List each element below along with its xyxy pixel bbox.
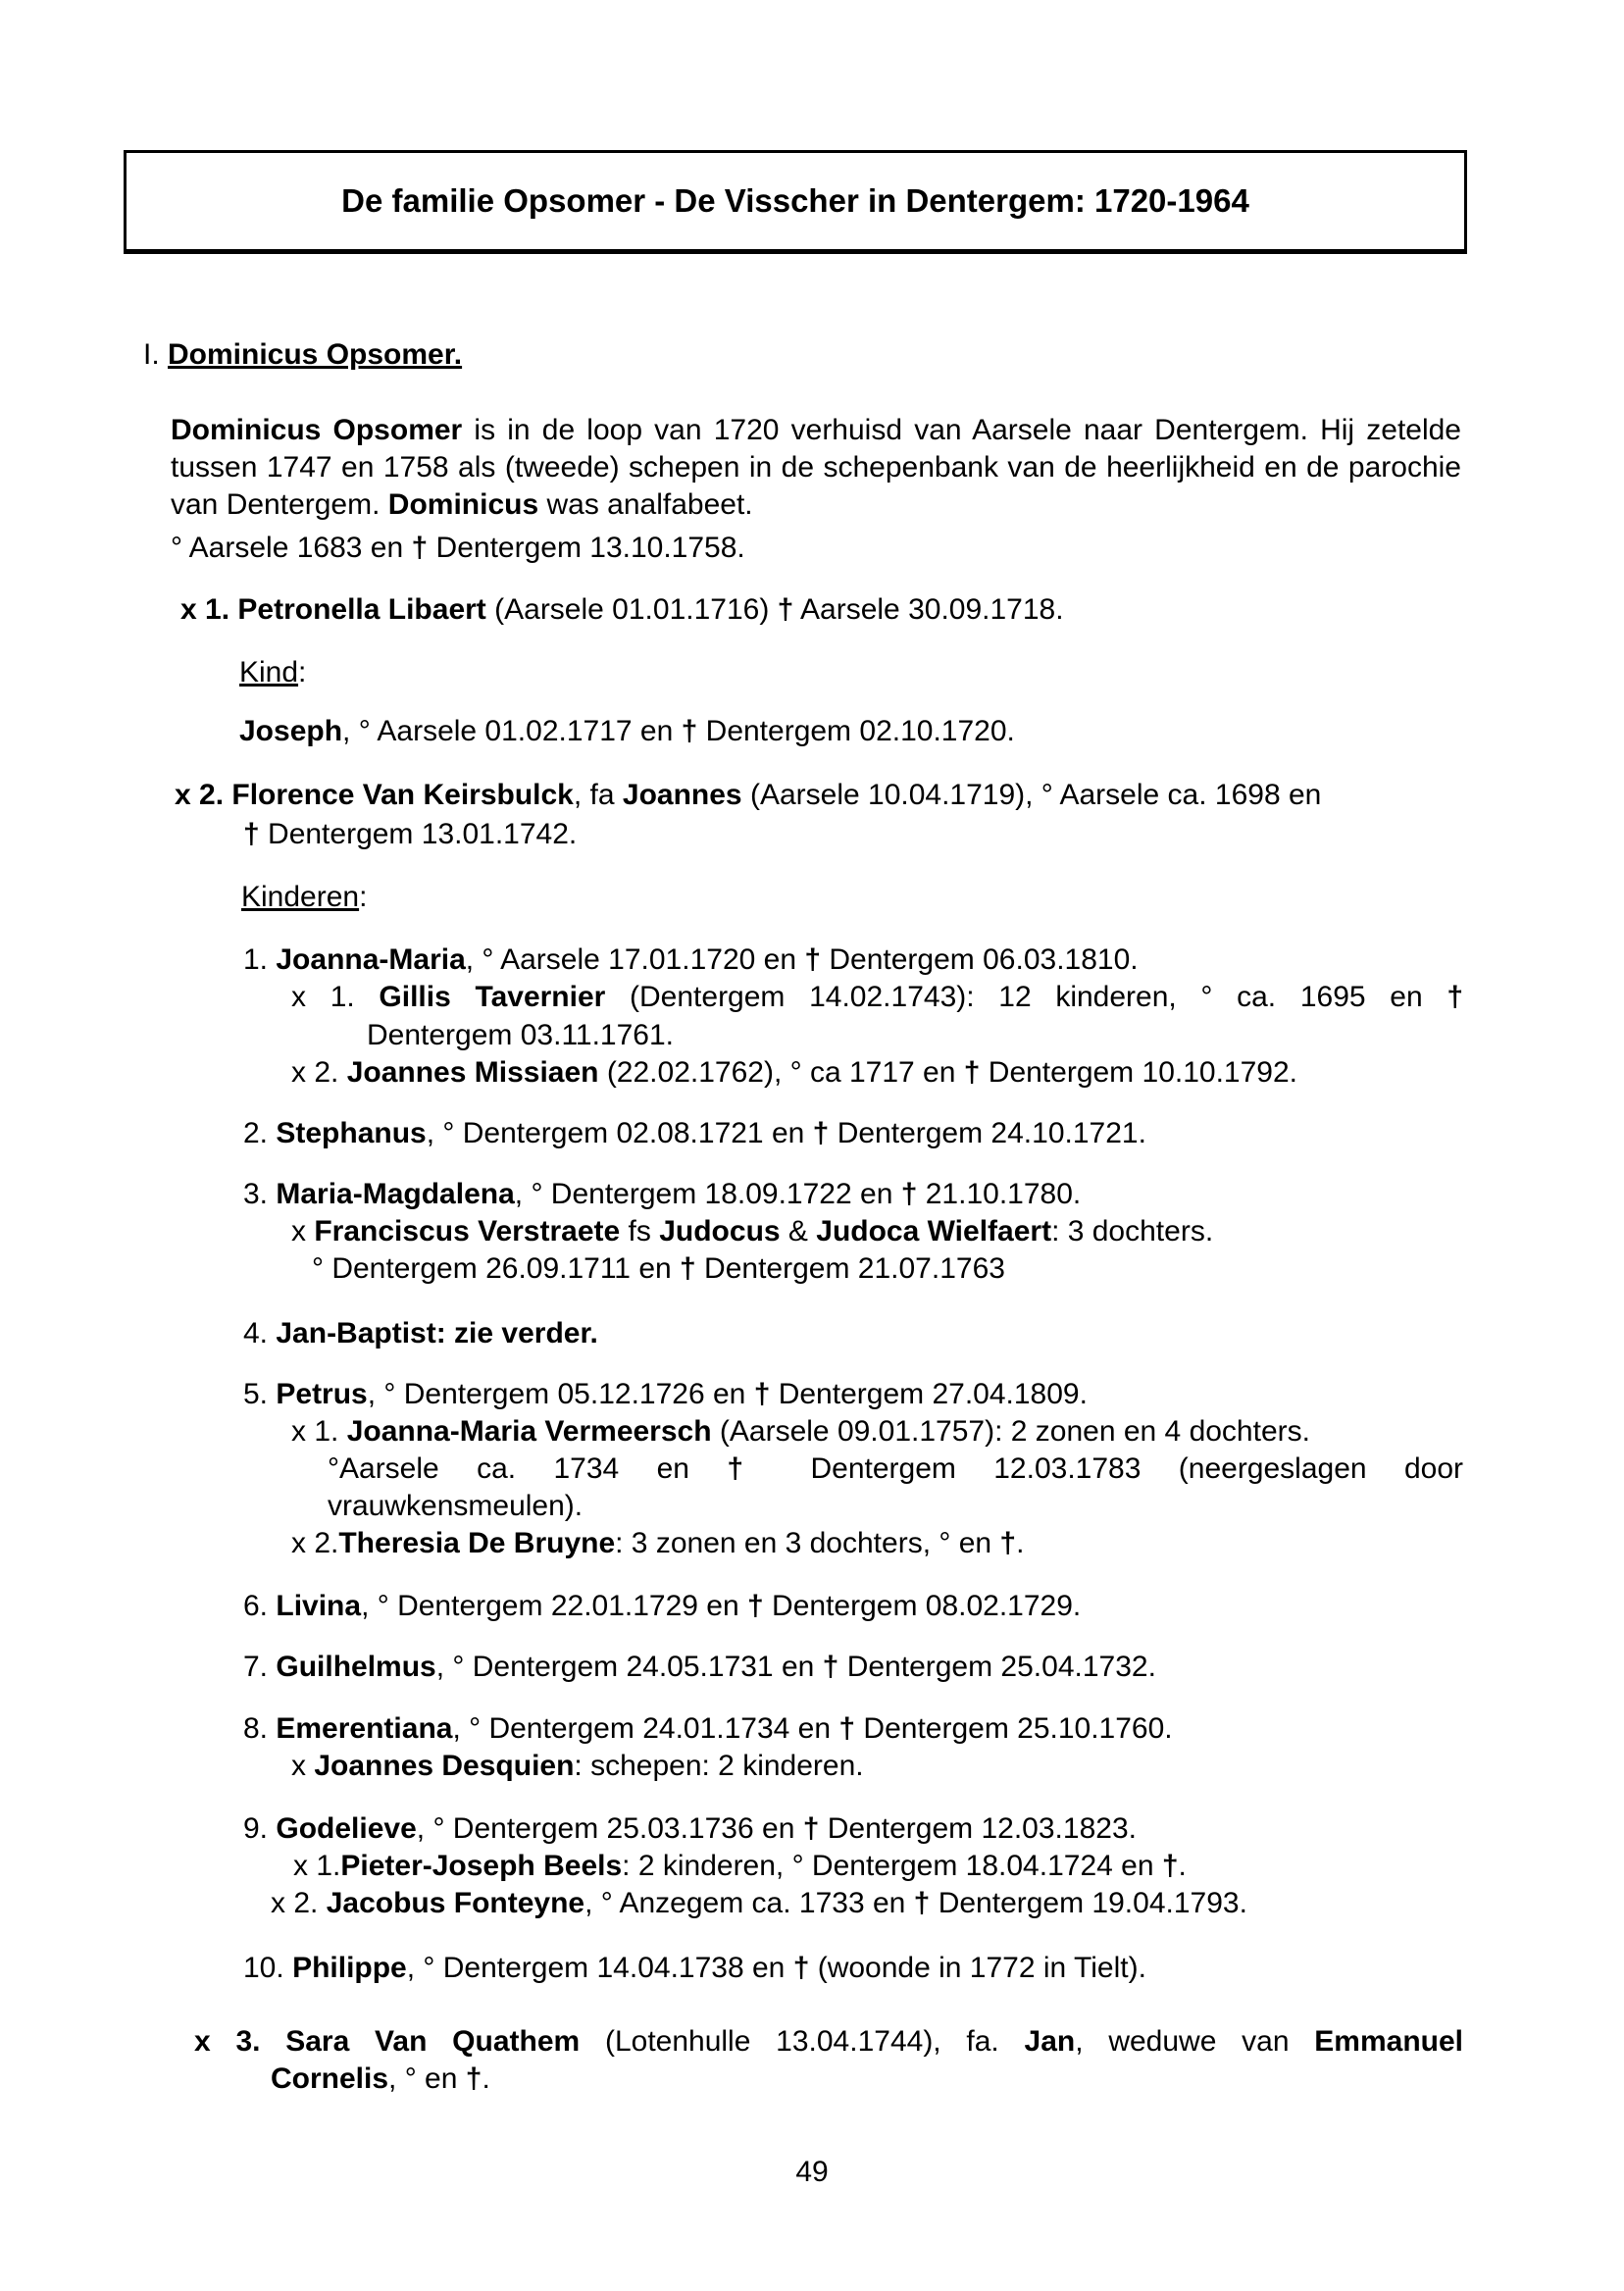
- marriage-2-line-2: [243, 816, 577, 853]
- spouse-text: : 3 zonen en 3 dochters, ° en: [615, 1527, 1000, 1559]
- spouse-fs: fs: [620, 1215, 660, 1247]
- child-birth: , ° Dentergem 05.12.1726 en: [367, 1378, 754, 1410]
- spouse-name: Joanna-Maria Vermeersch: [346, 1415, 712, 1448]
- death-cross-icon: †: [804, 943, 822, 976]
- child-birth: , ° Dentergem 24.01.1734 en: [452, 1712, 839, 1745]
- child-birth: , ° Dentergem 18.09.1722 en: [514, 1178, 901, 1210]
- death-cross-icon: †: [411, 532, 429, 564]
- child-5-spouse-1-line-3: [328, 1488, 583, 1525]
- child-5-spouse-1: [291, 1413, 1310, 1451]
- child-death: Dentergem 08.02.1729.: [763, 1590, 1082, 1622]
- child-death: 21.10.1780.: [917, 1178, 1082, 1210]
- spouse-text: : 2 kinderen, ° Dentergem 18.04.1724 en: [622, 1850, 1162, 1882]
- child-3-spouse: [291, 1213, 1213, 1250]
- child-number: 8.: [243, 1712, 269, 1745]
- child-number: 9.: [243, 1812, 269, 1845]
- death-cross-icon: †: [777, 593, 794, 626]
- spouse-text: (22.02.1762), ° ca 1717 en: [598, 1056, 964, 1089]
- child-5: [243, 1376, 1088, 1413]
- child-name: Philippe: [292, 1952, 407, 1984]
- child-1-spouse-1-line-2: [367, 1017, 674, 1054]
- marriage-text-4: .: [482, 2062, 490, 2095]
- death-cross-icon: †: [838, 1712, 856, 1745]
- spouse-label: x: [291, 1215, 315, 1247]
- kind-label-text: Kind: [239, 656, 299, 688]
- spouse-text: (Aarsele 09.01.1757): 2 zonen en 4 dochters.: [711, 1415, 1310, 1448]
- child-death: Dentergem 02.10.1720.: [697, 715, 1015, 747]
- child-death: Dentergem 25.10.1760.: [855, 1712, 1173, 1745]
- death-cross-icon: †: [747, 1590, 764, 1622]
- death-cross-icon: †: [913, 1887, 931, 1919]
- widow-of-name: Emmanuel: [1314, 2025, 1463, 2058]
- spouse-name: Petronella Libaert: [237, 593, 486, 626]
- father-name: Joannes: [622, 779, 742, 811]
- child-1-spouse-2: [291, 1054, 1297, 1092]
- spouse-text-2: .: [1016, 1527, 1025, 1559]
- marriage-label: x 1.: [180, 593, 230, 626]
- death-cross-icon: †: [812, 1117, 830, 1149]
- death-cross-icon: †: [822, 1651, 839, 1683]
- spouse-text: , ° Anzegem ca. 1733 en: [584, 1887, 914, 1919]
- intro-text-2: was analfabeet.: [538, 488, 753, 521]
- child-number: 1.: [243, 943, 269, 976]
- intro-person-name-2: Dominicus: [387, 488, 539, 521]
- spouse-text: : schepen: 2 kinderen.: [574, 1750, 864, 1782]
- spouse-label: x 2.: [291, 1527, 339, 1559]
- child-4: [243, 1315, 598, 1352]
- kinderen-label-text: Kinderen: [241, 881, 360, 913]
- spouse-name: Sara Van Quathem: [285, 2025, 581, 2058]
- child-number: 10.: [243, 1952, 284, 1984]
- spouse-name: Theresia De Bruyne: [338, 1527, 616, 1559]
- child-2: [243, 1115, 1146, 1152]
- death-cross-icon: †: [963, 1056, 981, 1089]
- marriage-text: (Aarsele 01.01.1716): [485, 593, 778, 626]
- child-birth: , ° Dentergem 02.08.1721 en: [426, 1117, 813, 1149]
- death-cross-icon: †: [802, 1812, 820, 1845]
- child-death: Dentergem 12.03.1823.: [819, 1812, 1137, 1845]
- child-9: [243, 1810, 1137, 1848]
- child-9-spouse-2: [271, 1885, 1247, 1922]
- child-birth: , ° Aarsele 01.02.1717 en: [342, 715, 682, 747]
- spouse-name: Joannes Desquien: [314, 1750, 575, 1782]
- child-death: Dentergem 06.03.1810.: [821, 943, 1139, 976]
- spouse-death: Dentergem 21.07.1763: [695, 1252, 1005, 1285]
- spouse-text-3: vrauwkensmeulen).: [328, 1490, 584, 1522]
- intro-text: is in de loop van 1720 verhuisd van Aarsele naar Dentergem. Hij zetelde tussen 1747 en 1758 als (tweede) schepen in de schepenbank van de heerlijkheid en de parochie van Dentergem.: [171, 414, 1461, 521]
- marriage-3-line-2: [271, 2061, 490, 2098]
- child-3: [243, 1176, 1081, 1213]
- child-birth: , ° Dentergem 25.03.1736 en: [416, 1812, 803, 1845]
- child-birth: , ° Dentergem 24.05.1731 en: [435, 1651, 823, 1683]
- spouse-death: Dentergem 12.03.1783 (neergeslagen door: [773, 1452, 1464, 1485]
- child-name: Stephanus: [276, 1117, 427, 1149]
- death-cross-icon: †: [1161, 1850, 1179, 1882]
- child-name: Livina: [276, 1590, 362, 1622]
- marriage-3: [194, 2023, 1463, 2061]
- child-10: [243, 1950, 1146, 1987]
- intro-birth: ° Aarsele 1683 en: [171, 532, 412, 564]
- section-heading: [143, 336, 462, 374]
- marriage-text-2: , weduwe van: [1075, 2025, 1315, 2058]
- death-cross-icon: †: [681, 715, 698, 747]
- intro-person-name: Dominicus Opsomer: [171, 414, 463, 446]
- spouse-birth: °Aarsele ca. 1734 en: [328, 1452, 728, 1485]
- spouse-label: x: [291, 1750, 315, 1782]
- death-cross-icon: †: [1446, 981, 1464, 1013]
- child-5-spouse-2: [291, 1525, 1024, 1562]
- child-name: Joanna-Maria: [276, 943, 466, 976]
- child-5-spouse-1-line-2: [328, 1451, 1463, 1488]
- spouse-label: x 2.: [271, 1887, 327, 1919]
- marriage-label: x 3.: [194, 2025, 261, 2058]
- child-name: Emerentiana: [276, 1712, 453, 1745]
- child-6: [243, 1588, 1081, 1625]
- widow-of-surname: Cornelis: [271, 2062, 389, 2095]
- child-death: Dentergem 24.10.1721.: [829, 1117, 1146, 1149]
- child-birth: , ° Dentergem 22.01.1729 en: [361, 1590, 748, 1622]
- spouse-birth: ° Dentergem 26.09.1711 en: [312, 1252, 681, 1285]
- child-number: 7.: [243, 1651, 269, 1683]
- spouse-name: Joannes Missiaen: [346, 1056, 599, 1089]
- spouse-mother: Judoca Wielfaert: [816, 1215, 1052, 1247]
- section-name: Dominicus Opsomer.: [168, 338, 463, 371]
- child-birth: , ° Dentergem 14.04.1738 en: [406, 1952, 793, 1984]
- spouse-text-2: Dentergem 19.04.1793.: [930, 1887, 1247, 1919]
- child-9-spouse-1: [293, 1848, 1187, 1885]
- death-cross-icon: †: [792, 1952, 810, 1984]
- spouse-label: x 2.: [291, 1056, 339, 1089]
- child-joseph: [239, 713, 1015, 750]
- child-name: Joseph: [239, 715, 343, 747]
- child-7: [243, 1649, 1156, 1686]
- spouse-label: x 1.: [291, 1415, 339, 1448]
- title-box: [124, 150, 1467, 254]
- spouse-text: (Dentergem 14.02.1743): 12 kinderen, ° ca. 1695 en: [605, 981, 1447, 1013]
- death-cross-icon: †: [753, 1378, 771, 1410]
- spouse-name: Florence Van Keirsbulck: [231, 779, 574, 811]
- child-1: [243, 942, 1139, 979]
- child-name: Guilhelmus: [276, 1651, 436, 1683]
- father-name: Jan: [1024, 2025, 1076, 2058]
- marriage-2: [175, 777, 1321, 814]
- death-cross-icon: †: [727, 1452, 774, 1485]
- child-8: [243, 1710, 1173, 1748]
- kinderen-label: [241, 879, 367, 916]
- spouse-text-2: .: [1178, 1850, 1187, 1882]
- spouse-text-2: Dentergem 10.10.1792.: [980, 1056, 1297, 1089]
- spouse-name: Gillis Tavernier: [379, 981, 606, 1013]
- child-death: Dentergem 27.04.1809.: [770, 1378, 1088, 1410]
- intro-paragraph: [171, 412, 1461, 524]
- kind-label: [239, 654, 306, 691]
- page-number: 49: [795, 2156, 829, 2188]
- child-note: : zie verder.: [435, 1317, 598, 1349]
- spouse-father: Judocus: [659, 1215, 781, 1247]
- marriage-label: x 2.: [175, 779, 225, 811]
- child-1-spouse-1: [291, 979, 1463, 1016]
- intro-dates: [171, 530, 745, 567]
- spouse-label: x 1.: [291, 981, 355, 1013]
- spouse-label: x 1.: [293, 1850, 341, 1882]
- marriage-text-3: , ° en: [388, 2062, 466, 2095]
- death-cross-icon: †: [900, 1178, 918, 1210]
- child-death: Dentergem 25.04.1732.: [838, 1651, 1156, 1683]
- child-name: Petrus: [276, 1378, 368, 1410]
- child-8-spouse: [291, 1748, 864, 1785]
- child-name: Jan-Baptist: [276, 1317, 436, 1349]
- child-death: (woonde in 1772 in Tielt).: [809, 1952, 1146, 1984]
- child-name: Godelieve: [276, 1812, 417, 1845]
- spouse-name: Franciscus Verstraete: [314, 1215, 621, 1247]
- spouse-name: Jacobus Fonteyne: [326, 1887, 585, 1919]
- death-cross-icon: †: [465, 2062, 482, 2095]
- child-number: 6.: [243, 1590, 269, 1622]
- colon: :: [298, 656, 307, 688]
- page-title: De familie Opsomer - De Visscher in Dentergem: 1720-1964: [341, 182, 1249, 219]
- death-cross-icon: †: [243, 818, 260, 850]
- child-number: 3.: [243, 1178, 269, 1210]
- child-number: 4.: [243, 1317, 269, 1349]
- marriage-1: [180, 591, 1064, 629]
- intro-death: Dentergem 13.10.1758.: [428, 532, 745, 564]
- child-number: 5.: [243, 1378, 269, 1410]
- child-birth: , ° Aarsele 17.01.1720 en: [465, 943, 805, 976]
- child-name: Maria-Magdalena: [276, 1178, 515, 1210]
- spouse-text-2: Dentergem 03.11.1761.: [367, 1019, 674, 1051]
- marriage-text-2: Aarsele 30.09.1718.: [793, 593, 1064, 626]
- child-number: 2.: [243, 1117, 269, 1149]
- marriage-text-3: Dentergem 13.01.1742.: [259, 818, 578, 850]
- marriage-text: , fa: [573, 779, 623, 811]
- marriage-text: (Lotenhulle 13.04.1744), fa.: [580, 2025, 1025, 2058]
- child-3-spouse-line-2: [312, 1250, 1005, 1288]
- death-cross-icon: †: [680, 1252, 696, 1285]
- death-cross-icon: †: [999, 1527, 1017, 1559]
- spouse-name: Pieter-Joseph Beels: [340, 1850, 623, 1882]
- colon: :: [359, 881, 368, 913]
- marriage-text-2: (Aarsele 10.04.1719), ° Aarsele ca. 1698 en: [741, 779, 1322, 811]
- ampersand: &: [780, 1215, 817, 1247]
- section-number: I.: [143, 338, 160, 371]
- spouse-text: : 3 dochters.: [1051, 1215, 1214, 1247]
